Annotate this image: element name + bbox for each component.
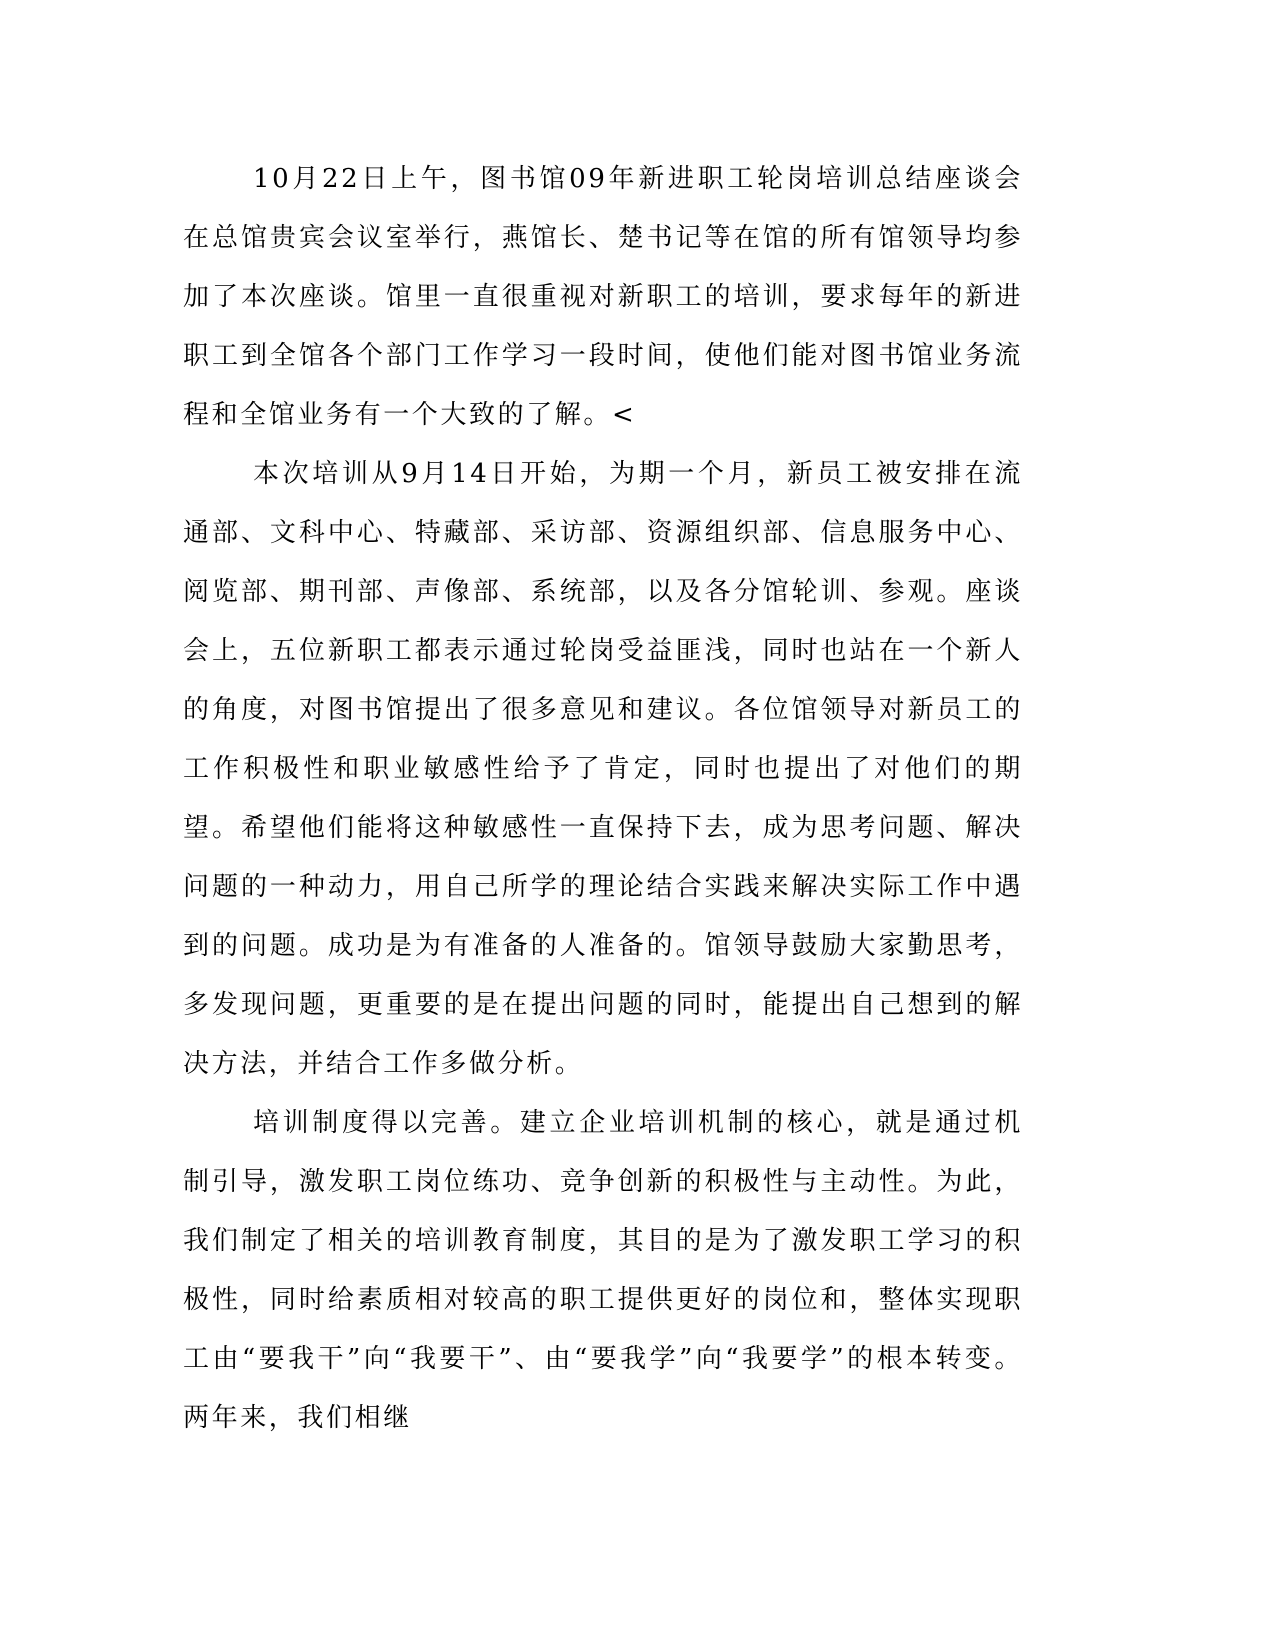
- paragraph-training-details: 本次培训从9月14日开始，为期一个月，新员工被安排在流通部、文科中心、特藏部、采访部、资源组织部、信息服务中心、阅览部、期刊部、声像部、系统部，以及各分馆轮训、参观。座谈会上，五位新职工都表示通过轮岗受益匪浅，同时也站在一个新人的角度，对图书馆提出了很多意见和建议。各位馆领导对新员工的工作积极性和职业敏感性给予了肯定，同时也提出了对他们的期望。希望他们能将这种敏感性一直保持下去，成为思考问题、解决问题的一种动力，用自己所学的理论结合实践来解决实际工作中遇到的问题。成功是为有准备的人准备的。馆领导鼓励大家勤思考，多发现问题，更重要的是在提出问题的同时，能提出自己想到的解决方法，并结合工作多做分析。: [183, 459, 1023, 1079]
- paragraph-training-system: 培训制度得以完善。建立企业培训机制的核心，就是通过机制引导，激发职工岗位练功、竞争创新的积极性与主动性。为此，我们制定了相关的培训教育制度，其目的是为了激发职工学习的积极性，同时给素质相对较高的职工提供更好的岗位和，整体实现职工由“要我干”向“我要干”、由“要我学”向“我要学”的根本转变。两年来，我们相继: [183, 1108, 1023, 1433]
- paragraph-training-summary-meeting: 10月22日上午，图书馆09年新进职工轮岗培训总结座谈会在总馆贵宾会议室举行，燕馆长、楚书记等在馆的所有馆领导均参加了本次座谈。馆里一直很重视对新职工的培训，要求每年的新进职工到全馆各个部门工作学习一段时间，使他们能对图书馆业务流程和全馆业务有一个大致的了解。<: [183, 164, 1023, 430]
- document-page: [183, 150, 1023, 1448]
